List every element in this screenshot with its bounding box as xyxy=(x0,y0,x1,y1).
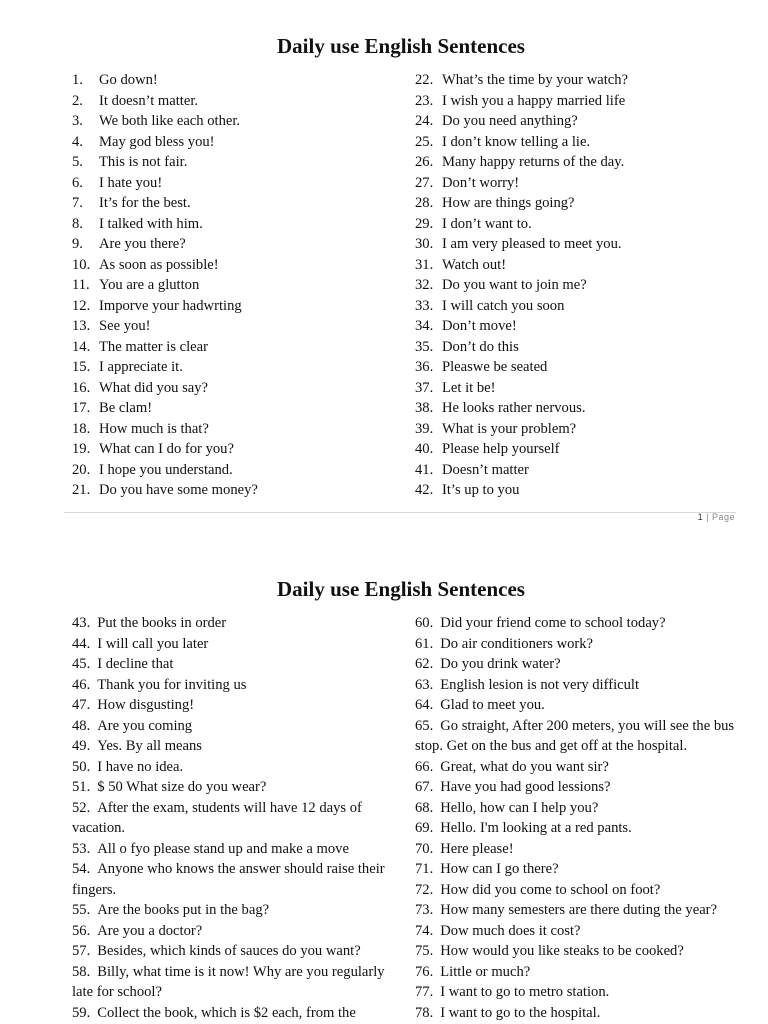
sentence-number: 57. xyxy=(72,943,91,959)
sentence-item xyxy=(415,900,745,921)
sentence-text: What did you say? xyxy=(99,379,209,396)
sentence-number: 18. xyxy=(72,420,91,437)
sentence-number: 41. xyxy=(415,461,434,478)
sentence-item xyxy=(415,1003,745,1024)
sentence-number: 69. xyxy=(415,820,434,836)
sentence-number: 49. xyxy=(72,738,91,754)
sentence-text: This is not fair. xyxy=(99,154,188,170)
sentence-item xyxy=(415,982,745,1003)
sentence-item xyxy=(415,378,755,399)
sentence-item xyxy=(415,962,745,983)
sentence-number: 1. xyxy=(72,72,83,88)
sentence-text: I talked with him. xyxy=(99,215,203,232)
sentence-item xyxy=(72,757,394,778)
sentence-text: Go straight, After 200 meters, you will see the bus stop. Get on the bus and get off at the hospital. xyxy=(415,717,735,754)
sentence-item xyxy=(72,111,392,132)
sentence-text: Anyone who knows the answer should raise their fingers. xyxy=(72,861,385,898)
sentence-number: 46. xyxy=(72,676,91,693)
sentence-text: Doesn’t matter xyxy=(442,461,529,478)
page-number: 1 xyxy=(697,512,704,522)
sentence-number: 35. xyxy=(415,338,434,355)
sentence-text: It doesn’t matter. xyxy=(99,92,199,109)
sentence-text: Are you a doctor? xyxy=(97,922,203,939)
sentence-number: 53. xyxy=(72,840,91,857)
sentence-item xyxy=(72,255,392,276)
page-divider xyxy=(64,512,736,513)
sentence-item xyxy=(415,695,745,716)
sentence-item xyxy=(72,214,392,235)
sentence-number: 60. xyxy=(415,615,434,631)
sentence-item xyxy=(72,91,392,112)
sentence-item xyxy=(415,941,745,962)
sentence-text: Here please! xyxy=(440,840,514,857)
sentence-item xyxy=(72,378,392,399)
sentence-number: 70. xyxy=(415,840,434,857)
sentence-item xyxy=(415,439,755,460)
sentence-text: How did you come to school on foot? xyxy=(440,881,661,898)
sentence-item xyxy=(72,460,392,481)
sentence-number: 16. xyxy=(72,379,91,396)
sentence-item xyxy=(415,398,755,419)
sentence-item xyxy=(415,419,755,440)
sentence-text: Did your friend come to school today? xyxy=(440,615,666,631)
sentence-number: 14. xyxy=(72,338,91,355)
sentence-number: 13. xyxy=(72,318,91,334)
page-footer xyxy=(698,512,735,522)
sentence-text: I don’t want to. xyxy=(442,215,532,232)
sentence-number: 63. xyxy=(415,676,434,693)
sentence-number: 68. xyxy=(415,799,434,816)
sentence-item xyxy=(415,839,745,860)
sentence-text: It’s for the best. xyxy=(99,195,191,211)
sentence-text: English lesion is not very difficult xyxy=(440,676,640,693)
sentence-number: 52. xyxy=(72,799,91,816)
sentence-text: I hope you understand. xyxy=(99,461,233,478)
sentence-text: Do air conditioners work? xyxy=(440,635,594,652)
sentence-number: 77. xyxy=(415,984,434,1000)
sentence-text: Are you there? xyxy=(99,236,186,252)
sentence-number: 17. xyxy=(72,400,91,416)
sentence-number: 3. xyxy=(72,113,83,129)
sentence-item xyxy=(415,716,745,757)
sentence-number: 39. xyxy=(415,420,434,437)
sentence-text: Be clam! xyxy=(99,400,153,416)
sentence-number: 37. xyxy=(415,379,434,396)
sentence-number: 64. xyxy=(415,697,434,713)
sentence-number: 73. xyxy=(415,902,434,918)
sentence-text: Little or much? xyxy=(440,963,531,980)
sentence-item xyxy=(415,296,755,317)
sentence-number: 20. xyxy=(72,461,91,478)
sentence-item xyxy=(415,460,755,481)
sentence-number: 55. xyxy=(72,902,91,918)
sentence-item xyxy=(415,316,755,337)
sentence-item xyxy=(72,634,394,655)
sentence-item xyxy=(72,736,394,757)
sentence-number: 11. xyxy=(72,277,90,293)
sentence-item xyxy=(72,132,392,153)
sentence-text: Don’t move! xyxy=(442,318,517,334)
sentence-number: 61. xyxy=(415,635,434,652)
sentence-number: 6. xyxy=(72,174,83,191)
sentence-text: It’s up to you xyxy=(442,482,520,498)
sentence-text: Are the books put in the bag? xyxy=(97,902,270,918)
sentence-item xyxy=(72,1003,394,1024)
sentence-text: Do you drink water? xyxy=(440,656,561,672)
sentence-number: 24. xyxy=(415,113,434,129)
sentence-text: Yes. By all means xyxy=(97,738,202,754)
sentence-number: 67. xyxy=(415,779,434,795)
sentence-text: What is your problem? xyxy=(442,420,577,437)
sentence-number: 71. xyxy=(415,861,434,877)
sentence-text: You are a glutton xyxy=(99,277,200,293)
sentence-text: What can I do for you? xyxy=(99,441,234,457)
sentence-item xyxy=(72,234,392,255)
sentence-text: I have no idea. xyxy=(97,758,184,775)
sentence-number: 75. xyxy=(415,943,434,959)
sentence-number: 8. xyxy=(72,215,83,232)
sentence-item xyxy=(415,634,745,655)
sentence-number: 5. xyxy=(72,154,83,170)
sentence-text: I don’t know telling a lie. xyxy=(442,133,591,150)
sentence-text: I will call you later xyxy=(97,635,209,652)
sentence-number: 22. xyxy=(415,72,434,88)
sentence-text: We both like each other. xyxy=(99,113,241,129)
sentence-item xyxy=(415,111,755,132)
sentence-number: 62. xyxy=(415,656,434,672)
sentence-text: Do you want to join me? xyxy=(442,277,587,293)
sentence-number: 50. xyxy=(72,758,91,775)
sentence-text: Please help yourself xyxy=(442,441,560,457)
sentence-number: 36. xyxy=(415,359,434,375)
sentence-number: 15. xyxy=(72,359,91,375)
sentence-text: Thank you for inviting us xyxy=(97,676,247,693)
sentence-item xyxy=(415,255,755,276)
sentence-item xyxy=(415,818,745,839)
sentence-item xyxy=(72,695,394,716)
sentence-text: I wish you a happy married life xyxy=(442,92,626,109)
sentence-item xyxy=(415,132,755,153)
sentence-item xyxy=(415,613,745,634)
sentence-item xyxy=(415,337,755,358)
sentence-number: 38. xyxy=(415,400,434,416)
page-2-title: Daily use English Sentences xyxy=(277,577,525,601)
sentence-text: Hello. I'm looking at a red pants. xyxy=(440,820,632,836)
sentence-item xyxy=(415,214,755,235)
sentence-item xyxy=(415,480,755,501)
sentence-text: Billy, what time is it now! Why are you regularly late for school? xyxy=(72,963,385,1000)
sentence-number: 58. xyxy=(72,963,91,980)
sentence-number: 47. xyxy=(72,697,91,713)
sentence-number: 25. xyxy=(415,133,434,150)
sentence-number: 76. xyxy=(415,963,434,980)
sentence-number: 27. xyxy=(415,174,434,191)
sentence-number: 12. xyxy=(72,297,91,314)
sentence-item xyxy=(72,337,392,358)
sentence-number: 78. xyxy=(415,1004,434,1021)
sentence-item xyxy=(415,91,755,112)
sentence-item xyxy=(72,275,392,296)
sentence-item xyxy=(72,859,394,900)
sentence-number: 54. xyxy=(72,861,91,877)
sentence-item xyxy=(415,70,755,91)
sentence-number: 44. xyxy=(72,635,91,652)
sentence-item xyxy=(72,654,394,675)
sentence-text: Hello, how can I help you? xyxy=(440,799,599,816)
sentence-number: 32. xyxy=(415,277,434,293)
sentence-item xyxy=(72,675,394,696)
sentence-item xyxy=(72,296,392,317)
sentence-item xyxy=(72,357,392,378)
page-2-right-list xyxy=(415,613,745,1023)
sentence-text: Many happy returns of the day. xyxy=(442,154,625,170)
sentence-text: Collect the book, which is $2 each, from the xyxy=(97,1004,356,1021)
sentence-number: 26. xyxy=(415,154,434,170)
sentence-text: Don’t do this xyxy=(442,338,519,355)
sentence-item xyxy=(72,173,392,194)
page-1-right-list xyxy=(415,70,755,501)
sentence-text: The matter is clear xyxy=(99,338,208,355)
sentence-number: 33. xyxy=(415,297,434,314)
sentence-item xyxy=(415,357,755,378)
sentence-text: Go down! xyxy=(99,72,158,88)
sentence-text: I appreciate it. xyxy=(99,359,183,375)
sentence-number: 4. xyxy=(72,133,83,150)
sentence-number: 10. xyxy=(72,256,91,273)
sentence-number: 7. xyxy=(72,195,83,211)
sentence-number: 21. xyxy=(72,482,91,498)
sentence-item xyxy=(72,941,394,962)
sentence-text: I decline that xyxy=(97,656,174,672)
sentence-item xyxy=(72,398,392,419)
sentence-number: 45. xyxy=(72,656,91,672)
sentence-text: Let it be! xyxy=(442,379,496,396)
page-1-left-list xyxy=(72,70,392,501)
sentence-text: How are things going? xyxy=(442,195,575,211)
sentence-item xyxy=(415,921,745,942)
sentence-text: How disgusting! xyxy=(97,697,195,713)
page-separator: | xyxy=(703,512,712,522)
sentence-number: 66. xyxy=(415,758,434,775)
sentence-item xyxy=(72,193,392,214)
sentence-item xyxy=(72,419,392,440)
sentence-item xyxy=(72,900,394,921)
sentence-item xyxy=(72,70,392,91)
sentence-item xyxy=(72,480,392,501)
sentence-item xyxy=(72,921,394,942)
sentence-text: As soon as possible! xyxy=(99,256,219,273)
sentence-text: Do you need anything? xyxy=(442,113,578,129)
sentence-number: 51. xyxy=(72,779,91,795)
sentence-number: 42. xyxy=(415,482,434,498)
sentence-number: 31. xyxy=(415,256,434,273)
sentence-item xyxy=(72,152,392,173)
sentence-text: Put the books in order xyxy=(97,615,227,631)
sentence-text: After the exam, students will have 12 days of vacation. xyxy=(72,799,362,836)
sentence-item xyxy=(415,173,755,194)
sentence-text: May god bless you! xyxy=(99,133,215,150)
sentence-item xyxy=(72,962,394,1003)
sentence-item xyxy=(415,193,755,214)
sentence-text: Imporve your hadwrting xyxy=(99,297,242,314)
sentence-number: 34. xyxy=(415,318,434,334)
sentence-text: Watch out! xyxy=(442,256,507,273)
sentence-item xyxy=(72,839,394,860)
sentence-item xyxy=(415,859,745,880)
sentence-number: 43. xyxy=(72,615,91,631)
sentence-text: See you! xyxy=(99,318,151,334)
sentence-text: He looks rather nervous. xyxy=(442,400,586,416)
sentence-item xyxy=(415,757,745,778)
sentence-text: Glad to meet you. xyxy=(440,697,545,713)
sentence-item xyxy=(415,777,745,798)
sentence-text: Great, what do you want sir? xyxy=(440,758,609,775)
sentence-number: 30. xyxy=(415,236,434,252)
sentence-text: I hate you! xyxy=(99,174,163,191)
sentence-text: I am very pleased to meet you. xyxy=(442,236,622,252)
sentence-text: Do you have some money? xyxy=(99,482,258,498)
sentence-text: Besides, which kinds of sauces do you want? xyxy=(97,943,361,959)
sentence-text: I want to go to the hospital. xyxy=(440,1004,601,1021)
sentence-number: 40. xyxy=(415,441,434,457)
sentence-text: Don’t worry! xyxy=(442,174,520,191)
sentence-text: Have you had good lessions? xyxy=(440,779,611,795)
sentence-item xyxy=(72,439,392,460)
sentence-item xyxy=(72,316,392,337)
sentence-number: 48. xyxy=(72,717,91,734)
sentence-number: 19. xyxy=(72,441,91,457)
page-2-left-list xyxy=(72,613,394,1023)
sentence-number: 59. xyxy=(72,1004,91,1021)
sentence-number: 23. xyxy=(415,92,434,109)
sentence-text: I want to go to metro station. xyxy=(440,984,610,1000)
sentence-item xyxy=(415,880,745,901)
sentence-text: Pleaswe be seated xyxy=(442,359,548,375)
sentence-text: How many semesters are there duting the year? xyxy=(440,902,718,918)
sentence-number: 74. xyxy=(415,922,434,939)
sentence-item xyxy=(72,716,394,737)
sentence-text: All o fyo please stand up and make a move xyxy=(97,840,349,857)
sentence-item xyxy=(415,798,745,819)
sentence-item xyxy=(72,777,394,798)
sentence-text: Dow much does it cost? xyxy=(440,922,581,939)
sentence-text: How much is that? xyxy=(99,420,209,437)
sentence-number: 56. xyxy=(72,922,91,939)
sentence-text: What’s the time by your watch? xyxy=(442,72,629,88)
sentence-text: $ 50 What size do you wear? xyxy=(97,779,267,795)
sentence-item xyxy=(415,654,745,675)
sentence-number: 2. xyxy=(72,92,83,109)
page-1-title: Daily use English Sentences xyxy=(277,34,525,58)
sentence-item xyxy=(72,613,394,634)
sentence-number: 29. xyxy=(415,215,434,232)
sentence-text: How would you like steaks to be cooked? xyxy=(440,943,684,959)
page-label: Page xyxy=(711,512,735,522)
sentence-item xyxy=(415,234,755,255)
sentence-number: 28. xyxy=(415,195,434,211)
sentence-item xyxy=(415,275,755,296)
sentence-item xyxy=(415,675,745,696)
sentence-text: How can I go there? xyxy=(440,861,559,877)
sentence-item xyxy=(415,152,755,173)
sentence-number: 9. xyxy=(72,236,83,252)
sentence-text: I will catch you soon xyxy=(442,297,565,314)
sentence-text: Are you coming xyxy=(97,717,193,734)
sentence-number: 65. xyxy=(415,717,434,734)
sentence-number: 72. xyxy=(415,881,434,898)
sentence-item xyxy=(72,798,394,839)
